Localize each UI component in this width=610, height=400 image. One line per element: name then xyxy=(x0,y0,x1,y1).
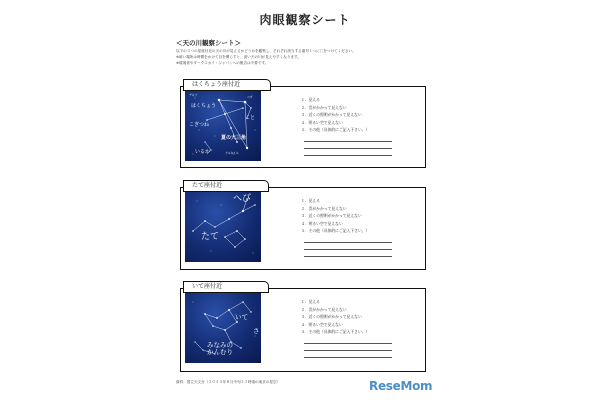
sky-photo-ite xyxy=(185,292,261,363)
instruction-line: ※環境省やダークスカイ・ジャパンへの報告は不要です。 xyxy=(176,61,269,65)
label-deneb: デネブ xyxy=(189,93,198,97)
option-item: １．見える xyxy=(301,97,320,102)
label-altair: アルタイル xyxy=(225,151,239,155)
sheet-title: 肉眼観察シート xyxy=(259,13,351,27)
option-item: ４．明るい空で見えない xyxy=(301,321,343,327)
option-item: ５．その他（具体的にご記入下さい。） xyxy=(301,228,370,234)
option-item: ３．近くの照明がかかって見えない xyxy=(301,314,362,320)
label-iruka: いるか xyxy=(195,149,211,155)
label-koto: こと xyxy=(245,115,256,121)
option-item: １．見える xyxy=(301,299,320,304)
option-item: ３．近くの照明がかかって見えない xyxy=(301,112,362,118)
tab-tate: たて座付近 xyxy=(183,180,269,192)
write-in-lines[interactable] xyxy=(304,135,392,156)
options-list xyxy=(301,96,369,134)
write-in-lines[interactable] xyxy=(304,236,392,257)
tab-hakucho: はくちょう座付近 xyxy=(183,79,271,91)
label-tate: たて xyxy=(201,232,220,242)
panel-hakucho xyxy=(180,86,426,168)
sky-photo-hakucho xyxy=(185,90,261,161)
option-item: １．見える xyxy=(301,198,320,203)
tab-ite: いて座付近 xyxy=(183,281,269,293)
sky-photo-tate xyxy=(185,191,261,262)
label-hakucho: はくちょう xyxy=(191,103,217,109)
option-item: ４．明るい空で見えない xyxy=(301,220,343,226)
label-summer-triangle: 夏の大三角 xyxy=(221,135,247,141)
label-ite: いて xyxy=(235,313,248,321)
section-title: ＜天の川観察シート＞ xyxy=(176,39,241,47)
instructions xyxy=(176,48,436,66)
instruction-line: ※暗い場所は時間をかけて目を慣らすと、淡い天の川が見えやすくなります。 xyxy=(176,55,301,59)
write-in-lines[interactable] xyxy=(304,337,392,358)
label-hebi: へび xyxy=(233,194,252,204)
instruction-line: 以下の３つの星座付近の天の川が見えるかどうかを観察し、それぞれ該当する番号１つに〇をつけてください。 xyxy=(176,49,356,53)
option-item: ５．その他（具体的にご記入下さい。） xyxy=(301,127,370,133)
panel-ite xyxy=(180,288,426,372)
option-item: ５．その他（具体的にご記入下さい。） xyxy=(301,329,370,335)
panel-tate xyxy=(180,187,426,270)
options-list xyxy=(301,197,369,235)
resemom-logo: ReseMom xyxy=(369,379,433,393)
option-item: ３．近くの照明がかかって見えない xyxy=(301,213,362,219)
option-item: ４．明るい空で見えない xyxy=(301,119,343,125)
label-minami-kanmuri: みなみの かんむり xyxy=(207,341,233,356)
source-note: 資料：国立天文台（２０２５年８月中旬２１時頃の東京の星空） xyxy=(176,380,281,384)
label-sasori: さ xyxy=(253,327,260,335)
label-vega: ベガ xyxy=(247,95,253,99)
options-list xyxy=(301,298,369,336)
option-item: ２．雲がかかって見えない xyxy=(301,306,347,312)
option-item: ２．雲がかかって見えない xyxy=(301,205,347,211)
option-item: ２．雲がかかって見えない xyxy=(301,104,347,110)
label-kogitsune: こぎつね xyxy=(189,122,210,128)
